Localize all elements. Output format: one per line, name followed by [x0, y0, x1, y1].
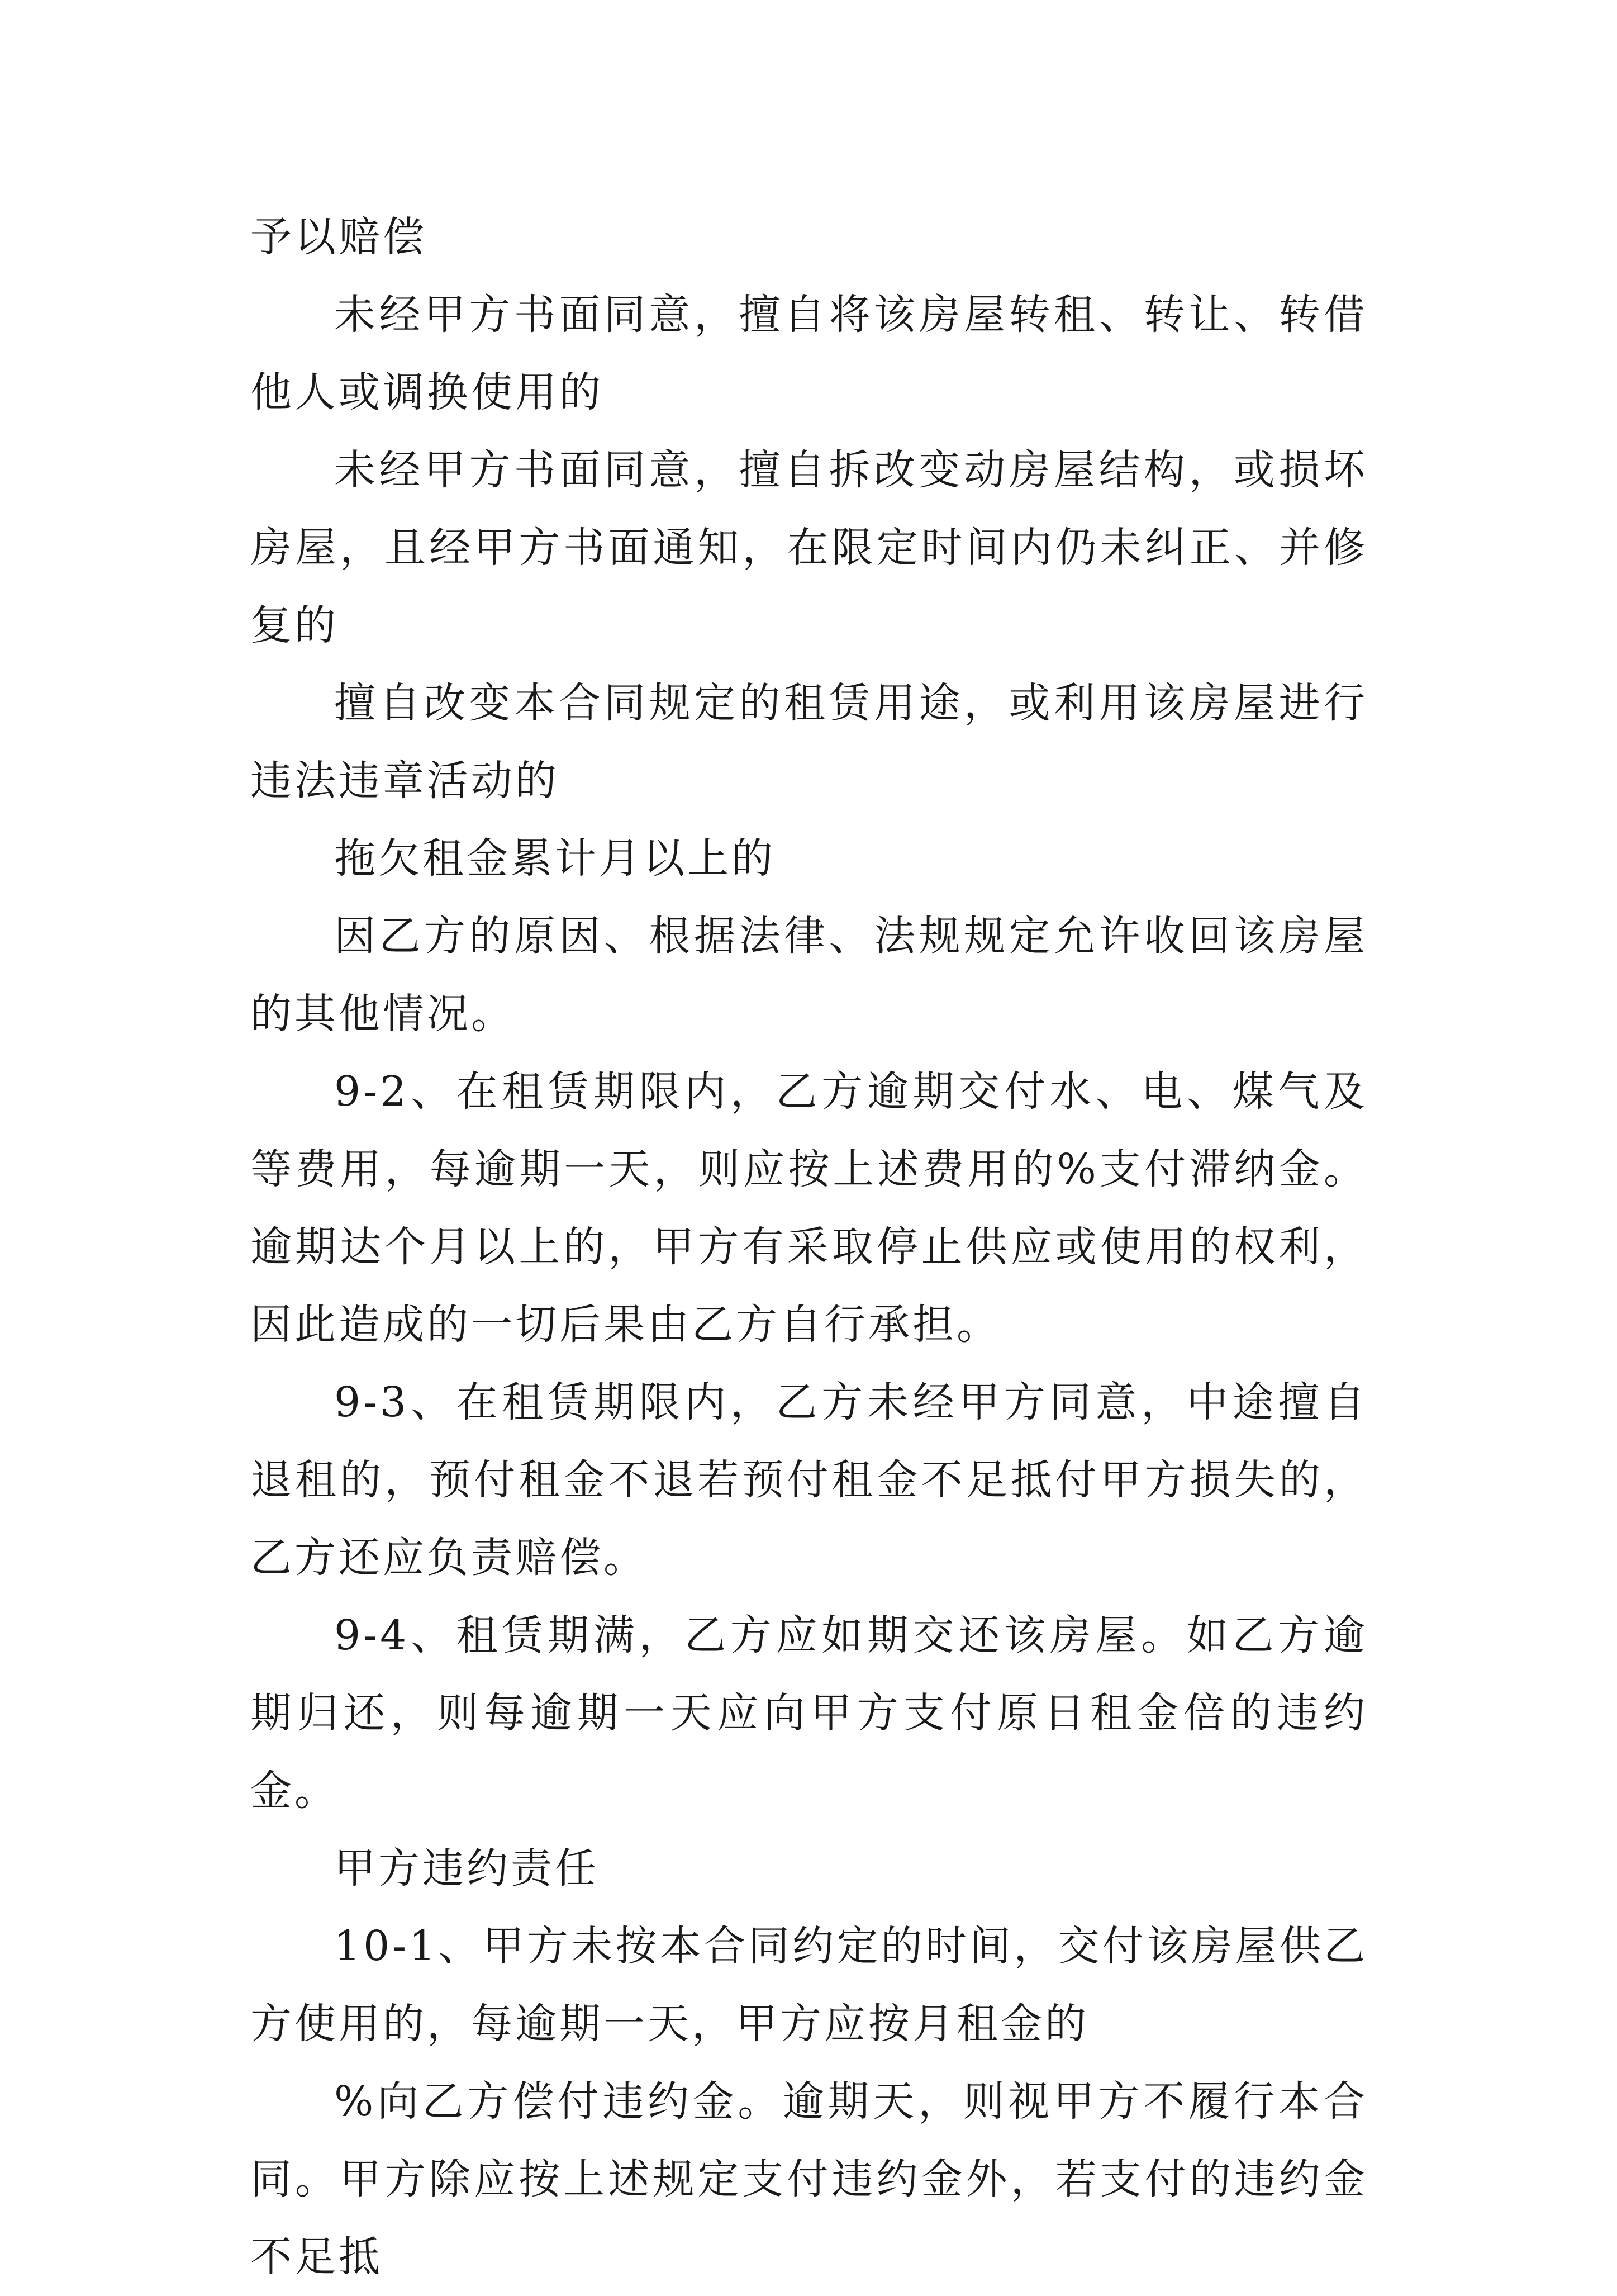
paragraph-3: 未经甲方书面同意，擅自拆改变动房屋结构，或损坏房屋，且经甲方书面通知，在限定时间内仍未纠正、并修复的	[250, 446, 1368, 649]
paragraph-7: 9-2、在租赁期限内，乙方逾期交付水、电、煤气及等费用，每逾期一天，则应按上述费用的%支付滞纳金。逾期达个月以上的，甲方有采取停止供应或使用的权利，因此造成的一切后果由乙方自行承担。	[250, 1068, 1368, 1349]
paragraph-1: 予以赔偿	[250, 213, 427, 261]
paragraph-6: 因乙方的原因、根据法律、法规规定允许收回该房屋的其他情况。	[250, 912, 1368, 1038]
document-body	[250, 198, 1368, 2296]
paragraph-11: 10-1、甲方未按本合同约定的时间，交付该房屋供乙方使用的，每逾期一天，甲方应按月租金的	[250, 1922, 1368, 2048]
paragraph-5: 拖欠租金累计月以上的	[334, 834, 776, 883]
paragraph-8: 9-3、在租赁期限内，乙方未经甲方同意，中途擅自退租的，预付租金不退若预付租金不足抵付甲方损失的，乙方还应负责赔偿。	[250, 1378, 1368, 1582]
paragraph-10: 甲方违约责任	[334, 1844, 599, 1892]
paragraph-12: %向乙方偿付违约金。逾期天，则视甲方不履行本合同。甲方除应按上述规定支付违约金外，若支付的违约金不足抵	[250, 2077, 1368, 2281]
paragraph-9: 9-4、租赁期满，乙方应如期交还该房屋。如乙方逾期归还，则每逾期一天应向甲方支付原日租金倍的违约金。	[250, 1611, 1368, 1815]
paragraph-4: 擅自改变本合同规定的租赁用途，或利用该房屋进行违法违章活动的	[250, 679, 1368, 805]
paragraph-2: 未经甲方书面同意，擅自将该房屋转租、转让、转借他人或调换使用的	[250, 291, 1368, 416]
